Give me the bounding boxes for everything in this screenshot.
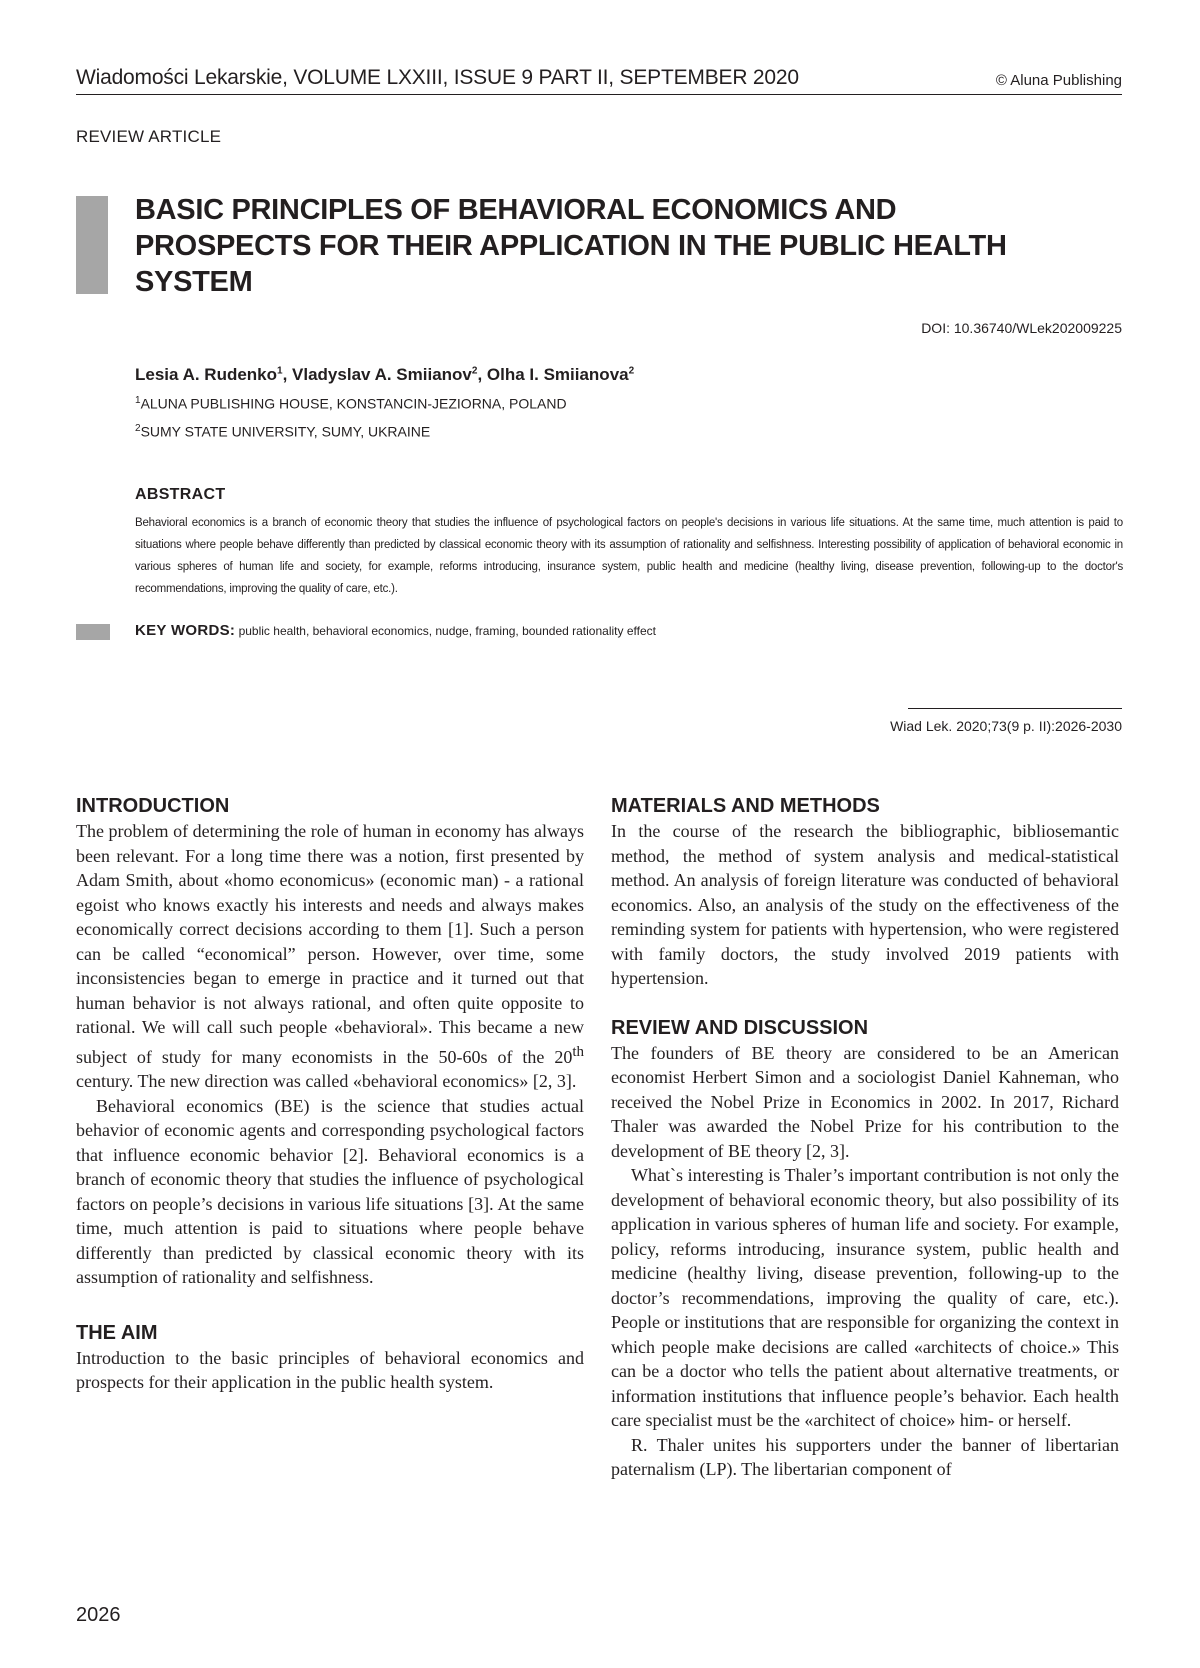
affiliation [135, 423, 430, 440]
article-title: BASIC PRINCIPLES OF BEHAVIORAL ECONOMICS AND PROSPECTS FOR THEIR APPLICATION IN THE PUBLIC HEALTH SYSTEM [135, 194, 1007, 298]
paragraph [76, 819, 584, 1094]
author-affiliation-mark: 2 [471, 365, 478, 377]
right-column [611, 793, 1119, 1482]
section-gap [76, 1290, 584, 1320]
abstract-text: Behavioral economics is a branch of economic theory that studies the influence of psychological factors on people's decisions in various life situations. At the same time, much attention is paid to situations where people behave differently than predicted by classical economic theory with its assumption of rationality and selfishness. Interesting possibility of application of behavioral economic in various spheres of human life and society, for example, reforms introducing, insurance system, public health and medicine (healthy living, disease prevention, following-up to the doctor's recommendations, improving the quality of care, etc.). [135, 517, 1123, 595]
paragraph: The founders of BE theory are considered to be an American economist Herbert Simon and a sociologist Daniel Kahneman, who received the Nobel Prize in Economics in 2002. In 2017, Richard Thaler was awarded the Nobel Prize for his contribution to the development of BE theory [2, 3]. [611, 1042, 1119, 1161]
title-accent-bar [76, 196, 108, 294]
publisher-copyright: © Aluna Publishing [995, 72, 1122, 89]
citation: Wiad Lek. 2020;73(9 p. II):2026-2030 [890, 718, 1122, 734]
author-name: Vladyslav A. Smiianov [292, 365, 472, 384]
section-gap [611, 991, 1119, 1015]
doi: DOI: 10.36740/WLek202009225 [921, 320, 1122, 336]
section-heading-review: REVIEW AND DISCUSSION [611, 1016, 869, 1039]
page-number: 2026 [76, 1604, 121, 1626]
paragraph: Behavioral economics (BE) is the science that studies actual behavior of economic agents and corresponding psychological factors that influence economic behavior [2]. Behavioral economics is a branch of economic theory that studies the influence of psychological factors on people’s decisions in various life situations [3]. At the same time, much attention is paid to situations where people behave differently than predicted by classical economic theory with its assumption of rationality and selfishness. [76, 1095, 584, 1287]
journal-header: Wiadomości Lekarskie, VOLUME LXXIII, ISSUE 9 PART II, SEPTEMBER 2020 [76, 66, 799, 89]
affiliation-text: ALUNA PUBLISHING HOUSE, KONSTANCIN-JEZIORNA, POLAND [140, 395, 567, 412]
paragraph-text: The problem of determining the role of human in economy has always been relevant. For a long time there was a notion, first presented by Adam Smith, about «homo economicus» (economic man) - a rational egoist who knows exactly his interests and needs and always makes economically correct decisions according to them [1]. Such a person can be called “economical” person. However, over time, some inconsistencies began to emerge in practice and it turned out that human behavior is not always rational, and often quite opposite to rational. We will call such people «behavioral». This became a new subject of study for many economists in the 50-60s of the 20 [76, 821, 584, 1067]
author-affiliation-mark: 2 [628, 365, 635, 377]
author-name: Olha I. Smiianova [486, 365, 629, 384]
author-name: Lesia A. Rudenko [135, 365, 278, 384]
author-affiliation-mark: 1 [277, 365, 283, 377]
abstract-heading: ABSTRACT [135, 486, 226, 503]
section-heading-aim: THE AIM [76, 1321, 158, 1344]
citation-rule [908, 708, 1122, 709]
affiliation-number: 1 [135, 395, 141, 406]
paragraph: In the course of the research the bibliographic, bibliosemantic method, the method of system analysis and medical-statistical method. An analysis of foreign literature was conducted of behavioral economics. Also, an analysis of the study on the effectiveness of the reminding system for patients with hypertension, who were registered with family doctors, the study involved 2019 patients with hypertension. [611, 821, 1119, 988]
affiliation-text: SUMY STATE UNIVERSITY, SUMY, UKRAINE [140, 423, 431, 440]
paragraph: R. Thaler unites his supporters under the banner of libertarian paternalism (LP). The libertarian component of [611, 1434, 1119, 1479]
paragraph: Introduction to the basic principles of behavioral economics and prospects for their application in the public health system. [76, 1347, 584, 1392]
author-list: Lesia A. Rudenko$^1$, Vladyslav A. Smiianov$^2$, Olha I. Smiianova$^2$ [135, 365, 635, 384]
keywords-label: KEY WORDS: [135, 622, 236, 639]
section-heading-introduction: INTRODUCTION [76, 795, 230, 817]
article-type: REVIEW ARTICLE [76, 127, 222, 146]
affiliation-number: 2 [135, 423, 141, 434]
keywords-accent-bar [76, 624, 110, 640]
paragraph: What`s interesting is Thaler’s important contribution is not only the development of behavioral economic theory, but also possibility of its application in various spheres of human life and society. For example, policy, reforms introducing, insurance system, public health and medicine (healthy living, disease prevention, following-up to the doctor’s recommendations, improving the quality of care, etc.). People or institutions that are responsible for organizing the context in which people make decisions are called «architects of choice.» This can be a doctor who tells the patient about alternative treatments, or information institutions that influence people’s behavior. Each health care specialist must be the «architect of choice» him- or herself. [611, 1165, 1119, 1430]
section-heading-methods: MATERIALS AND METHODS [611, 795, 880, 817]
header-rule [76, 94, 1122, 95]
keywords [135, 622, 656, 639]
keywords-text: public health, behavioral economics, nudge, framing, bounded rationality effect [238, 624, 656, 638]
affiliation [135, 395, 567, 412]
left-column [76, 793, 584, 1395]
superscript: th [572, 1043, 584, 1060]
paragraph-text: century. The new direction was called «behavioral economics» [2, 3]. [76, 1071, 577, 1091]
